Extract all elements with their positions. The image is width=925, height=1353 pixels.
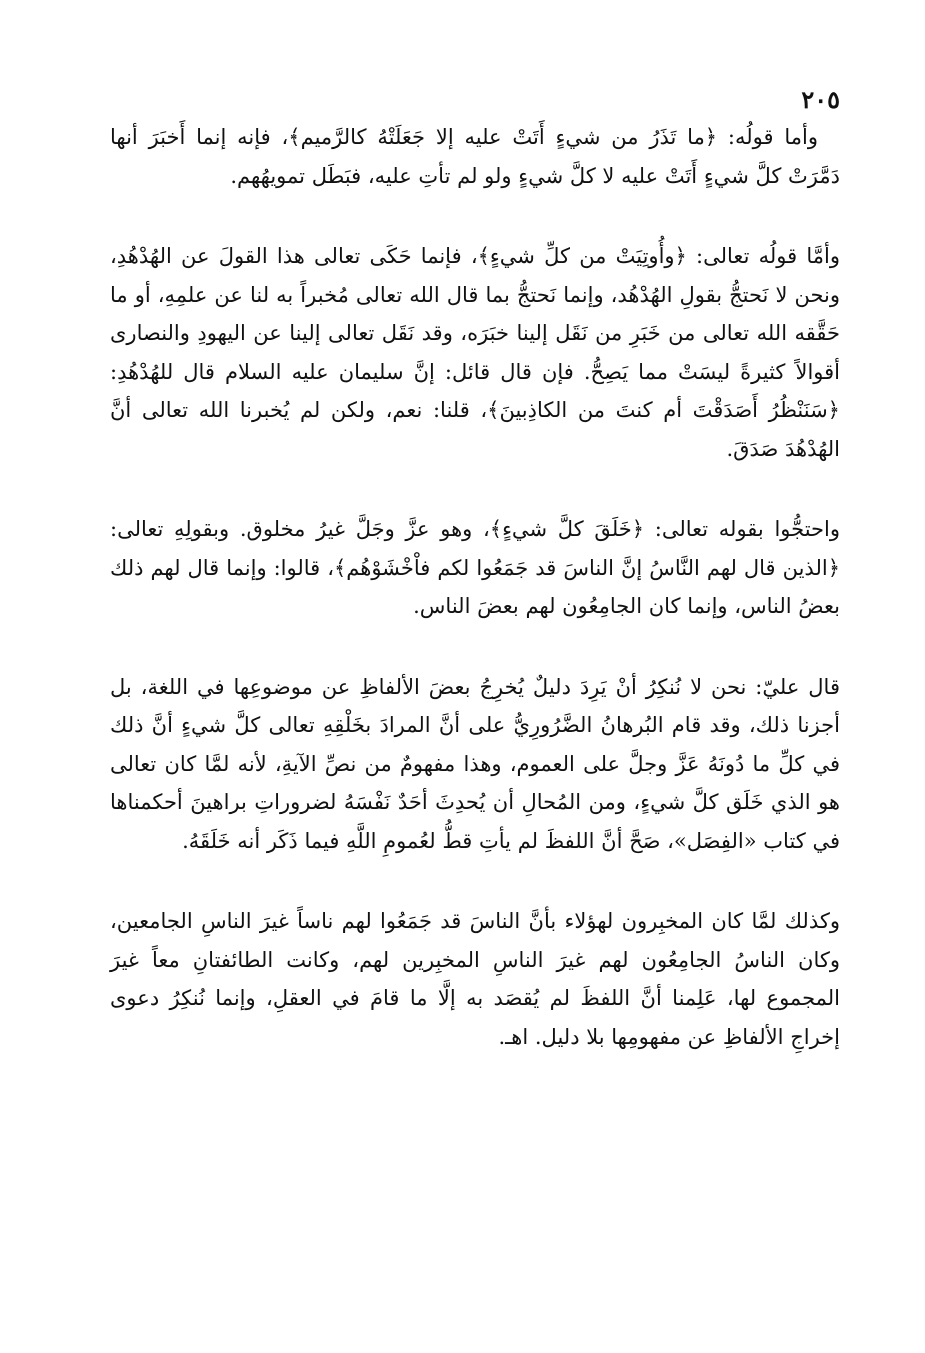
page-number: ٢٠٥ [801,85,840,114]
paragraph-4: قال عليّ: نحن لا نُنكِرُ أنْ يَرِدَ دليلٌ يُخرِجُ بعضَ الألفاظِ عن موضوعِها في اللغة، بل أجزنا ذلك، وقد قام البُرهانُ الضَّرُورِيُّ على أنَّ المرادَ بخَلْقِهِ تعالى كلَّ شيءٍ أنَّ ذلك في كلِّ ما دُونَهُ عَزَّ وجلَّ على العموم، وهذا مفهومٌ من نصِّ الآيةِ، لأنه لمَّا كان تعالى هو الذي خَلَق كلَّ شيءٍ، ومن المُحالِ أن يُحدِثَ أحَدٌ نَفْسَهُ لضروراتِ براهينَ أحكمناها في كتاب «الفِصَل»، صَحَّ أنَّ اللفظَ لم يأتِ قطُّ لعُمومِ اللَّهِ فيما ذَكَر أنه خَلَقَهُ. [110,674,840,853]
paragraph-3: واحتجُّوا بقوله تعالى: ﴿خَلَقَ كلَّ شيءٍ﴾، وهو عزَّ وجَلَّ غيرُ مخلوق. وبقولِهِ تعالى: ﴿الذين قال لهم النَّاسُ إنَّ الناسَ قد جَمَعُوا لكم فاْخْشَوْهُم﴾، قالوا: وإنما قال لهم ذلك بعضُ الناس، وإنما كان الجامِعُون لهم بعضَ الناس. [110,517,840,618]
paragraph-5: وكذلك لمَّا كان المخبِرون لهؤلاء بأنَّ الناسَ قد جَمَعُوا لهم ناساً غيرَ الناسِ الجامعين، وكان الناسُ الجامِعُون لهم غيرَ الناسِ المخبِرين لهم، وكانت الطائفتانِ معاً غيرَ المجموع لها، عَلِمنا أنَّ اللفظَ لم يُقصَد به إلَّا ما قامَ في العقلِ، وإنما نُنكِرُ دعوى إخراجِ الألفاظِ عن مفهومِها بلا دليل. اهـ. [110,909,840,1049]
paragraph-1: وأما قولُه: ﴿ما تَذَرُ من شيءٍ أَتَتْ عليه إلا جَعَلَتْهُ كالرَّميم﴾، فإنه إنما أَخبَرَ أنها دَمَّرَتْ كلَّ شيءٍ أَتَتْ عليه لا كلَّ شيءٍ ولو لم تأتِ عليه، فبَطَل تمويهُهم. [110,125,840,188]
paragraph-2: وأمَّا قولُه تعالى: ﴿وأُوتِيَتْ من كلِّ شيءٍ﴾، فإنما حَكَى تعالى هذا القولَ عن الهُدْهُدِ، ونحن لا نَحتجُّ بقولِ الهُدْهُد، وإنما نَحتجُّ بما قال الله تعالى مُخبراً به لنا عن علمِهِ، أو ما حَقَّقه الله تعالى من خَبَرِ من نَقَل إلينا خبَرَه، وقد نَقَل تعالى إلينا عن اليهودِ والنصارى أقوالاً كثيرةً ليسَتْ مما يَصِحُّ. فإن قال قائل: إنَّ سليمان عليه السلام قال للهُدْهُدِ: ﴿سَنَنْظُرُ أَصَدَقْتَ أم كنتَ من الكاذِبينَ﴾، قلنا: نعم، ولكن لم يُخبرنا الله تعالى أنَّ الهُدْهُدَ صَدَقَ. [110,244,840,461]
body-text [110,118,840,1098]
